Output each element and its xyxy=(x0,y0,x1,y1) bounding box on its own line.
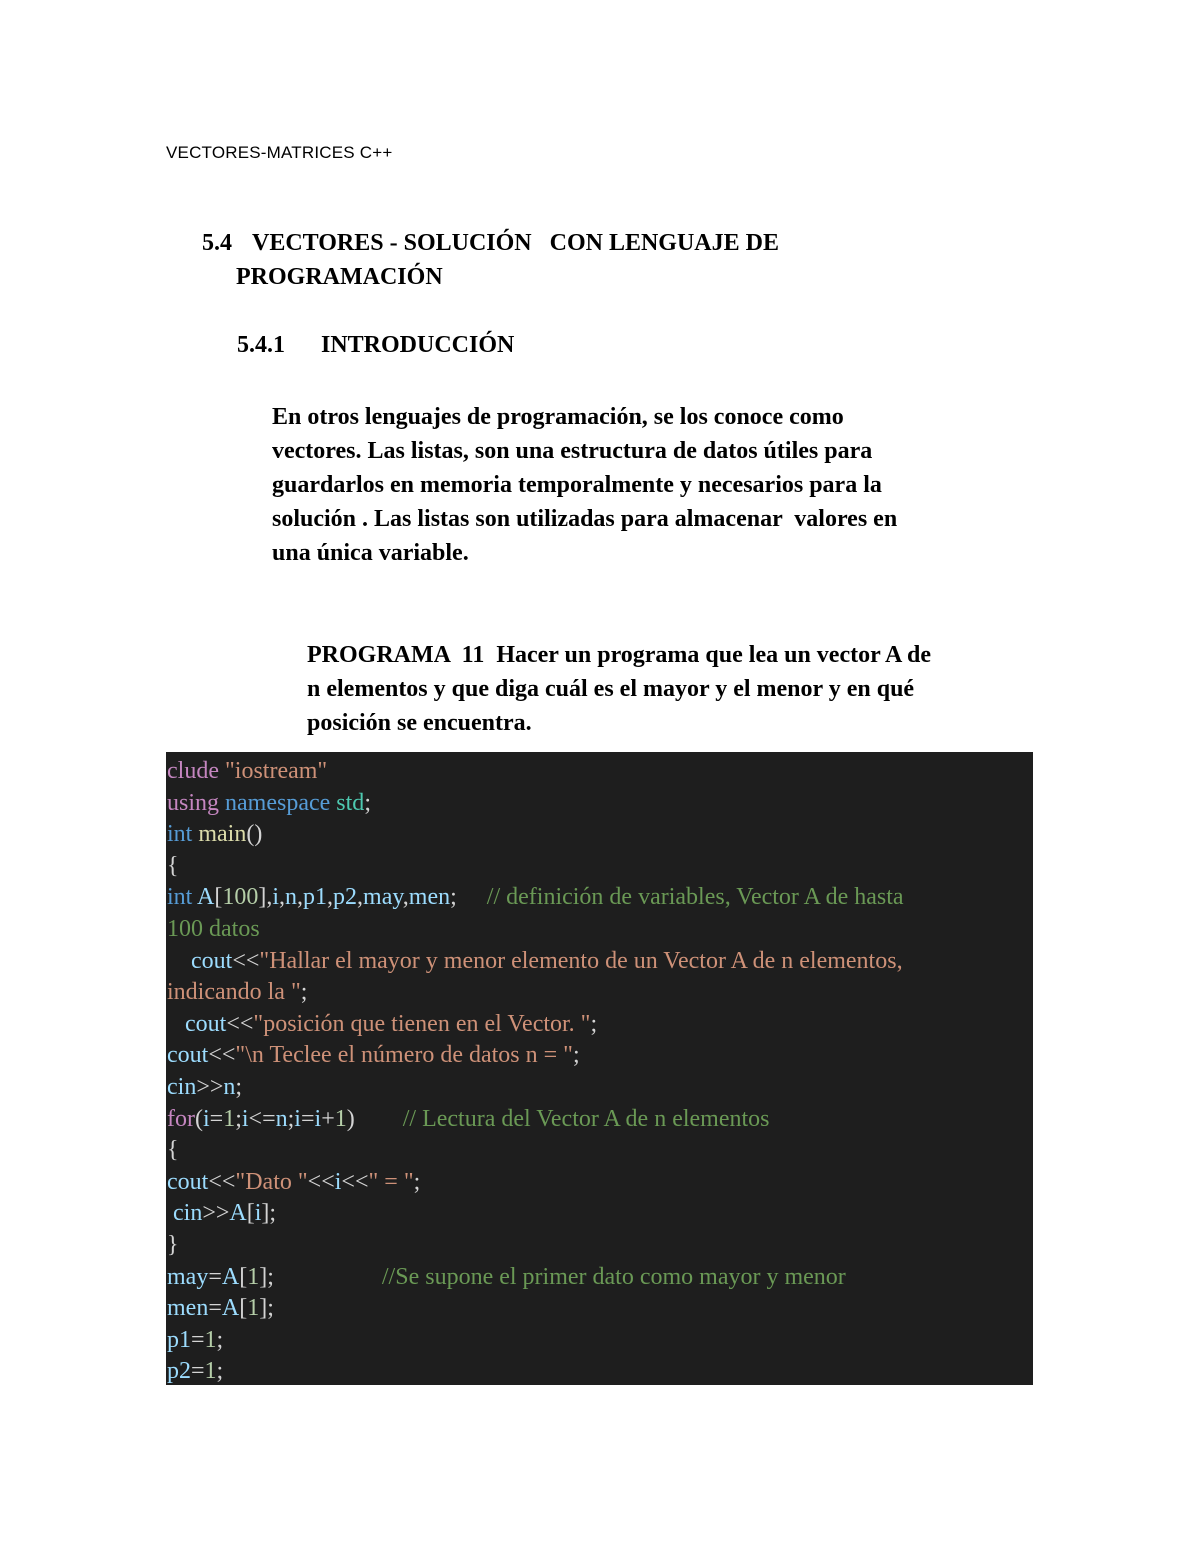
code-line xyxy=(167,1135,1033,1167)
code-token: A xyxy=(229,1200,247,1227)
code-token: = xyxy=(300,1105,315,1132)
section-title: VECTORES - SOLUCIÓN CON LENGUAJE DE xyxy=(252,230,779,256)
code-token: cin xyxy=(167,1073,197,1100)
code-line xyxy=(167,1262,1033,1294)
code-line xyxy=(167,882,1033,914)
code-token: ; xyxy=(590,1010,598,1037)
code-token: << xyxy=(208,1042,236,1069)
paragraph-line: una única variable. xyxy=(272,540,469,566)
paragraph-line: En otros lenguajes de programación, se los conoce como xyxy=(272,404,844,430)
code-token: p1 xyxy=(167,1326,191,1353)
code-token: >> xyxy=(202,1200,230,1227)
code-token: i xyxy=(294,1105,301,1132)
code-line xyxy=(167,1009,1033,1041)
code-line xyxy=(167,756,1033,788)
code-token: "posición que tienen en el Vector. " xyxy=(253,1010,591,1037)
code-token: men xyxy=(408,884,451,911)
code-token: cout xyxy=(167,1042,209,1069)
code-token: n xyxy=(223,1073,236,1100)
code-line xyxy=(167,977,1033,1009)
code-token: i xyxy=(272,884,280,911)
code-token: 1 xyxy=(247,1263,260,1290)
code-token: ) xyxy=(346,1105,403,1132)
code-token: A xyxy=(221,1263,240,1290)
code-line xyxy=(167,788,1033,820)
code-token: [ xyxy=(239,1295,248,1322)
code-token: = xyxy=(191,1326,205,1353)
code-token: " = " xyxy=(368,1168,414,1195)
code-token: 100 xyxy=(222,884,259,911)
code-token: 1 xyxy=(204,1326,217,1353)
code-token: 1 xyxy=(334,1105,347,1132)
code-token: // Lectura del Vector A de n elementos xyxy=(402,1105,770,1132)
code-token: ]; xyxy=(261,1200,277,1227)
code-token: << xyxy=(341,1168,369,1195)
program-line: PROGRAMA 11 Hacer un programa que lea un vector A de xyxy=(307,642,931,668)
code-line xyxy=(167,1356,1033,1385)
code-token: ; xyxy=(300,979,308,1006)
code-token: , xyxy=(327,884,334,911)
code-line xyxy=(167,1072,1033,1104)
program-line: n elementos y que diga cuál es el mayor y el menor y en qué xyxy=(307,676,915,702)
page-header: VECTORES-MATRICES C++ xyxy=(166,143,393,162)
code-token: 100 datos xyxy=(167,915,260,942)
code-token: <= xyxy=(248,1105,276,1132)
code-token: using xyxy=(167,789,226,816)
code-token: = xyxy=(191,1358,205,1385)
code-token: n xyxy=(275,1105,288,1132)
code-token: , xyxy=(297,884,304,911)
code-token: = xyxy=(208,1295,222,1322)
code-token: "Hallar el mayor y menor elemento de un Vector A de n elementos, xyxy=(259,947,903,974)
code-token: for xyxy=(167,1105,195,1132)
code-token: ; xyxy=(216,1326,224,1353)
subsection-title: INTRODUCCIÓN xyxy=(321,332,515,358)
code-token: [ xyxy=(214,884,223,911)
code-line xyxy=(167,1325,1033,1357)
section-title-continued: PROGRAMACIÓN xyxy=(236,264,443,290)
code-token: ; xyxy=(450,884,487,911)
code-token: A xyxy=(197,884,215,911)
code-token: , xyxy=(402,884,409,911)
code-token: ; xyxy=(235,1105,242,1132)
code-token: n xyxy=(285,884,298,911)
code-line xyxy=(167,946,1033,978)
subsection-number: 5.4.1 xyxy=(237,332,285,358)
code-token: std xyxy=(336,789,365,816)
code-token: i xyxy=(241,1105,249,1132)
code-token: 1 xyxy=(204,1358,217,1385)
code-token: ; xyxy=(572,1042,580,1069)
code-line xyxy=(167,1230,1033,1262)
code-token: main xyxy=(198,821,247,848)
code-line xyxy=(167,1293,1033,1325)
code-token: may xyxy=(167,1263,209,1290)
code-token: i xyxy=(254,1200,262,1227)
code-token: "iostream" xyxy=(224,758,328,784)
code-token: namespace xyxy=(225,789,337,816)
code-token: cout xyxy=(167,1168,209,1195)
program-line: posición se encuentra. xyxy=(307,710,532,736)
paragraph-line: vectores. Las listas, son una estructura de datos útiles para xyxy=(272,438,873,464)
code-token: = xyxy=(209,1105,224,1132)
paragraph-line: solución . Las listas son utilizadas para almacenar valores en xyxy=(272,506,898,532)
code-token: "\n Teclee el número de datos n = " xyxy=(235,1042,573,1069)
code-token: << xyxy=(226,1010,254,1037)
code-token: << xyxy=(307,1168,335,1195)
code-token: } xyxy=(167,1231,179,1258)
code-token: may xyxy=(363,884,403,911)
code-block xyxy=(166,752,1033,1385)
code-token: cout xyxy=(167,947,233,974)
code-token: cout xyxy=(167,1010,227,1037)
code-token: ; xyxy=(235,1073,243,1100)
paragraph-line: guardarlos en memoria temporalmente y necesarios para la xyxy=(272,472,882,498)
code-token: ]; xyxy=(259,1263,382,1290)
code-token: int xyxy=(167,884,198,911)
code-token: i xyxy=(202,1105,210,1132)
code-token: p1 xyxy=(303,884,328,911)
code-line xyxy=(167,1104,1033,1136)
code-token: i xyxy=(334,1168,342,1195)
code-token: A xyxy=(221,1295,240,1322)
code-token: [ xyxy=(239,1263,248,1290)
code-line xyxy=(167,851,1033,883)
code-token: ; xyxy=(216,1358,224,1385)
code-token: ], xyxy=(258,884,273,911)
code-token: << xyxy=(232,947,260,974)
code-token: () xyxy=(246,821,263,848)
code-token: [ xyxy=(246,1200,255,1227)
code-token: clude xyxy=(167,758,225,784)
code-token: //Se supone el primer dato como mayor y menor xyxy=(381,1263,846,1290)
code-line xyxy=(167,1198,1033,1230)
code-line xyxy=(167,914,1033,946)
code-token: i xyxy=(314,1105,322,1132)
code-token: >> xyxy=(196,1073,224,1100)
code-token: "Dato " xyxy=(235,1168,308,1195)
code-token: , xyxy=(279,884,286,911)
code-token: { xyxy=(167,852,179,879)
code-token: // definición de variables, Vector A de hasta xyxy=(486,884,904,911)
code-token: , xyxy=(357,884,364,911)
code-token: ( xyxy=(194,1105,203,1132)
code-token: int xyxy=(167,821,199,848)
code-token: << xyxy=(208,1168,236,1195)
code-token: ]; xyxy=(259,1295,274,1322)
code-token: 1 xyxy=(223,1105,236,1132)
code-token: + xyxy=(321,1105,335,1132)
code-line xyxy=(167,1167,1033,1199)
section-number: 5.4 xyxy=(202,230,232,256)
program-statement xyxy=(307,638,931,740)
code-token: 1 xyxy=(247,1295,260,1322)
code-token: cin xyxy=(167,1200,203,1227)
code-token: p2 xyxy=(333,884,358,911)
code-token: ; xyxy=(287,1105,295,1132)
code-token: = xyxy=(208,1263,222,1290)
code-line xyxy=(167,819,1033,851)
code-token: ; xyxy=(413,1168,421,1195)
code-token: indicando la " xyxy=(167,979,301,1006)
intro-paragraph xyxy=(272,400,897,570)
code-token: p2 xyxy=(167,1358,191,1385)
code-line xyxy=(167,1040,1033,1072)
code-token: { xyxy=(167,1137,179,1164)
code-token: men xyxy=(167,1295,209,1322)
code-token: ; xyxy=(364,789,371,816)
